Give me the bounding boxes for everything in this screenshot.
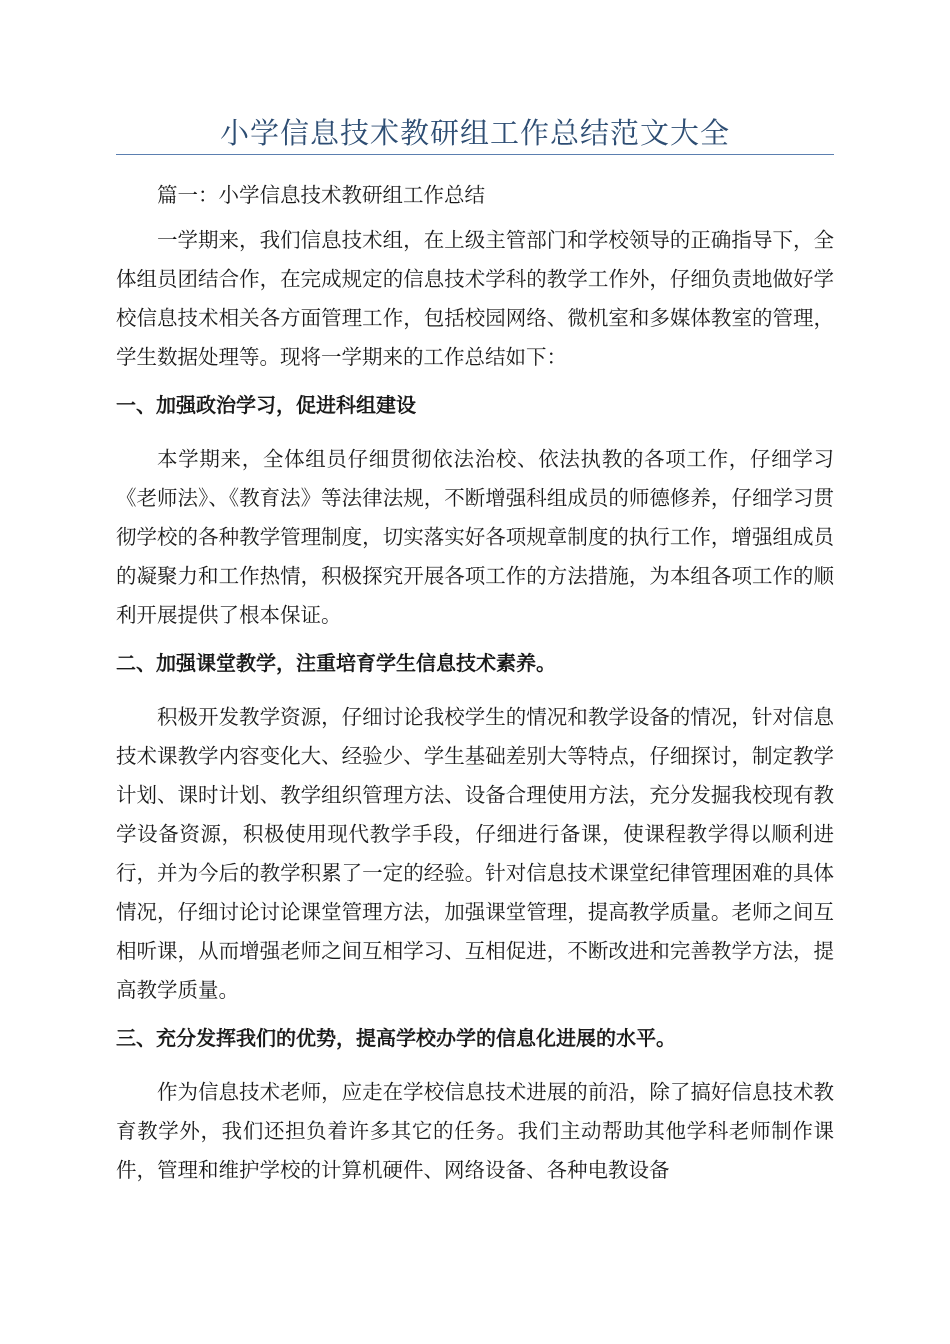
title-underline [116, 154, 834, 155]
intro-paragraph: 一学期来，我们信息技术组，在上级主管部门和学校领导的正确指导下，全体组员团结合作，在完成规定的信息技术学科的教学工作外，仔细负责地做好学校信息技术相关各方面管理工作，包括校园网络、微机室和多媒体教室的管理，学生数据处理等。现将一学期来的工作总结如下： [116, 228, 834, 369]
section-paragraph-1: 本学期来，全体组员仔细贯彻依法治校、依法执教的各项工作，仔细学习《老师法》、《教育法》等法律法规，不断增强科组成员的师德修养，仔细学习贯彻学校的各种教学管理制度，切实落实好各项规章制度的执行工作，增强组成员的凝聚力和工作热情，积极探究开展各项工作的方法措施，为本组各项工作的顺利开展提供了根本保证。 [116, 447, 834, 627]
section-heading-2: 二、加强课堂教学，注重培育学生信息技术素养。 [116, 651, 556, 675]
section-heading-3: 三、充分发挥我们的优势，提高学校办学的信息化进展的水平。 [116, 1026, 676, 1050]
document-body [116, 176, 834, 1196]
section-paragraph-2: 积极开发教学资源，仔细讨论我校学生的情况和教学设备的情况，针对信息技术课教学内容变化大、经验少、学生基础差别大等特点，仔细探讨，制定教学计划、课时计划、教学组织管理方法、设备合理使用方法，充分发掘我校现有教学设备资源，积极使用现代教学手段，仔细进行备课，使课程教学得以顺利进行，并为今后的教学积累了一定的经验。针对信息技术课堂纪律管理困难的具体情况，仔细讨论讨论课堂管理方法，加强课堂管理，提高教学质量。老师之间互相听课，从而增强老师之间互相学习、互相促进，不断改进和完善教学方法，提高教学质量。 [116, 705, 834, 1002]
section-heading-1: 一、加强政治学习，促进科组建设 [116, 393, 416, 417]
section-paragraph-3: 作为信息技术老师，应走在学校信息技术进展的前沿，除了搞好信息技术教育教学外，我们还担负着许多其它的任务。我们主动帮助其他学科老师制作课件，管理和维护学校的计算机硬件、网络设备、各种电教设备 [116, 1080, 834, 1182]
document-title: 小学信息技术教研组工作总结范文大全 [219, 116, 730, 150]
article-subtitle: 篇一：小学信息技术教研组工作总结 [157, 183, 485, 207]
